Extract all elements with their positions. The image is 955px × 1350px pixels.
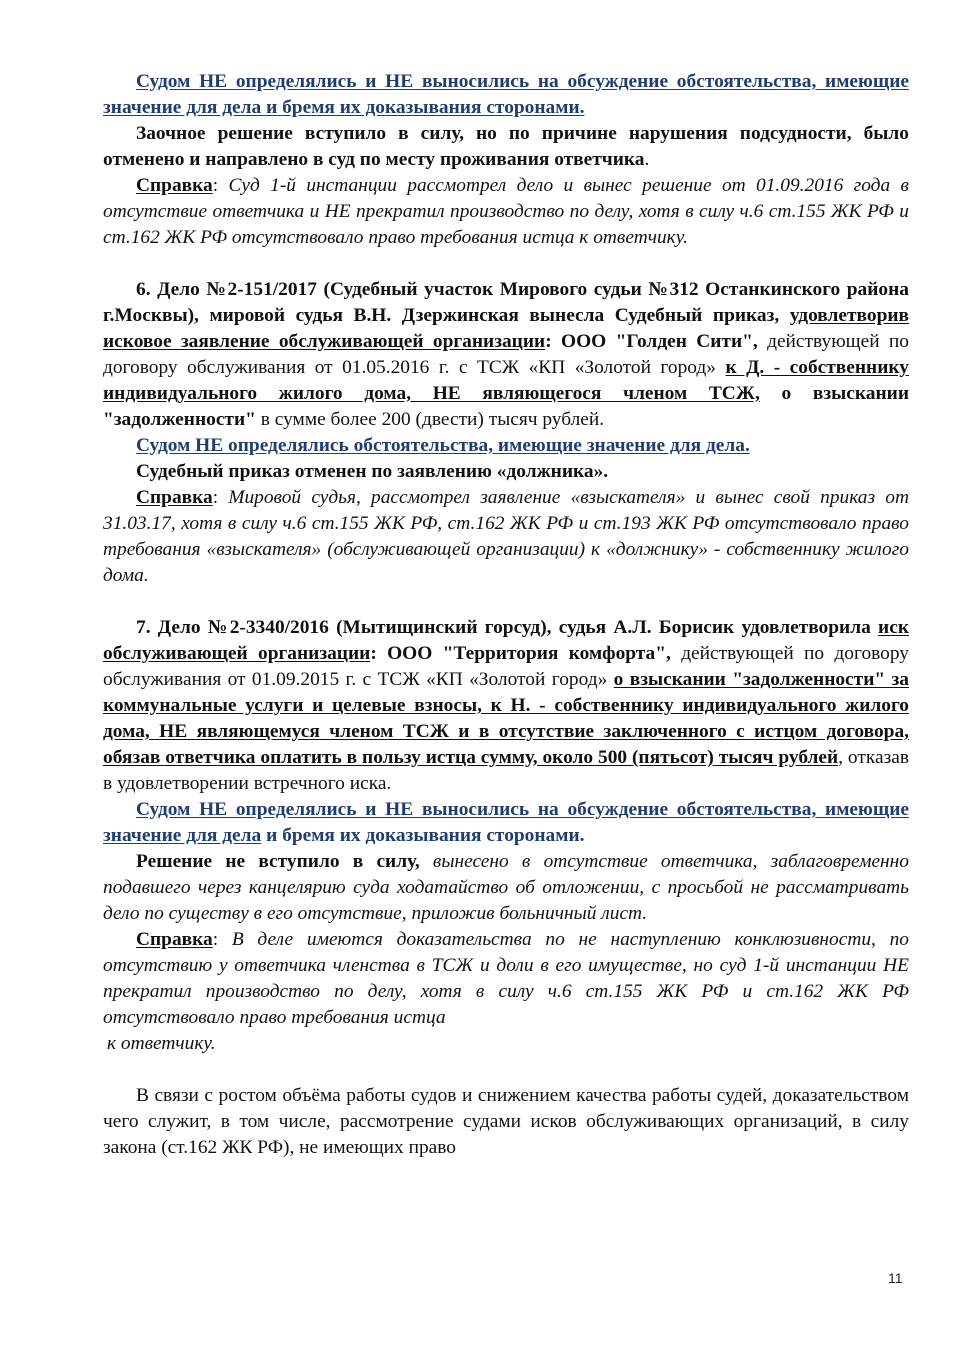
case-7-finding (103, 797, 909, 849)
status-text: Решение не вступило в силу, (136, 851, 420, 872)
case-6-org: : ООО "Голден Сити", (545, 331, 758, 352)
status-end: . (644, 149, 650, 170)
block1-note (103, 173, 909, 251)
note-tail-text: к ответчику. (107, 1033, 216, 1054)
spacer (103, 251, 909, 277)
case-6-status (103, 459, 909, 485)
case-6-subject: о взыскании "задолженности" (103, 383, 909, 430)
case-6-description (103, 277, 909, 433)
case-7-note-tail (103, 1031, 909, 1057)
case-7-claim: иск обслуживающей организации (103, 617, 909, 664)
note-text: Суд 1-й инстанции рассмотрел дело и вынес решение от 01.09.2016 года в отсутствие ответчика и НЕ прекратил производство по делу, хотя в силу ч.6 ст.155 ЖК РФ и ст.162 ЖК РФ отсутствовало право требования истца к ответчику. (103, 175, 909, 248)
case-6-amount: в сумме более 200 (двести) тысяч рублей. (255, 409, 605, 430)
case-7-outcome: , отказав в удовлетворении встречного иска. (103, 747, 910, 794)
finding-text-underlined: Судом НЕ определялись и НЕ выносились на обсуждение обстоятельства, имеющие значение для дела (103, 799, 909, 846)
note-text: Мировой судья, рассмотрел заявление «взыскателя» и вынес свой приказ от 31.03.17, хотя в силу ч.6 ст.155 ЖК РФ, ст.162 ЖК РФ и ст.193 ЖК РФ отсутствовало право требования «взыскателя» (обслуживающей организации) к «должнику» - собственнику жилого дома. (103, 487, 909, 586)
case-6-title: 6. Дело №2-151/2017 (Судебный участок Мирового судьи №312 Останкинского района г.Москвы), мировой судья В.Н. Дзержинская вынесла Судебный приказ, (103, 279, 909, 326)
finding-text: Судом НЕ определялись и НЕ выносились на обсуждение обстоятельства, имеющие значение для дела и бремя их доказывания сторонами. (103, 71, 909, 118)
page-number: 11 (888, 1270, 903, 1286)
case-7-note (103, 927, 909, 1031)
note-text: В деле имеются доказательства по не наступлению конклюзивности, по отсутствию у ответчика членства в ТСЖ и доли в его имуществе, но суд 1-й инстанции НЕ прекратил производство по делу, хотя в силу ч.6 ст.155 ЖК РФ и ст.162 ЖК РФ отсутствовало право требования истца (103, 929, 909, 1028)
case-7-status (103, 849, 909, 927)
status-text: Заочное решение вступило в силу, но по причине нарушения подсудности, было отменено и направлено в суд по месту проживания ответчика (103, 123, 909, 170)
note-colon: : (212, 175, 229, 196)
note-colon: : (212, 487, 229, 508)
case-7-description (103, 615, 909, 797)
status-text: Судебный приказ отменен по заявлению «должника». (136, 461, 609, 482)
case-7-subject: о взыскании "задолженности" за коммунальные услуги и целевые взносы, к Н. - собственнику индивидуального жилого дома, НЕ являющемуся членом ТСЖ и в отсутствие заключенного с истцом договора, обязав ответчика оплатить в пользу истца сумму, около 500 (пятьсот) тысяч рублей (103, 669, 910, 768)
case-6-note (103, 485, 909, 589)
note-colon: : (212, 929, 232, 950)
closing-text: В связи с ростом объёма работы судов и снижением качества работы судей, доказательством чего служит, в том числе, рассмотрение судами исков обслуживающих организаций, в силу закона (ст.162 ЖК РФ), не имеющих право (103, 1085, 909, 1158)
case-6-defendant: к Д. - собственнику индивидуального жилого дома, НЕ являющегося членом ТСЖ, (103, 357, 909, 404)
spacer (103, 589, 909, 615)
case-6-contract: действующей по договору обслуживания от 01.05.2016 г. с ТСЖ «КП «Золотой город» (103, 331, 910, 378)
case-6-claim: удовлетворив исковое заявление обслуживающей организации (103, 305, 909, 352)
note-label: Справка (136, 929, 213, 950)
note-label: Справка (136, 487, 213, 508)
block1-status (103, 121, 909, 173)
case-7-contract: действующей по договору обслуживания от 01.09.2015 г. с ТСЖ «КП «Золотой город» (103, 643, 909, 690)
spacer (103, 1057, 909, 1083)
closing-paragraph (103, 1083, 909, 1161)
document-page (103, 69, 909, 1161)
finding-text-rest: и бремя их доказывания сторонами. (261, 825, 585, 846)
status-detail: вынесено в отсутствие ответчика, заблаговременно подавшего через канцелярию суда ходатайство об отложении, с просьбой не рассматривать дело по существу в его отсутствие, приложив больничный лист. (103, 851, 909, 924)
case-7-title: 7. Дело №2-3340/2016 (Мытищинский горсуд), судья А.Л. Борисик удовлетворила (136, 617, 879, 638)
note-label: Справка (136, 175, 213, 196)
block1-finding (103, 69, 909, 121)
case-7-org: : ООО "Территория комфорта", (370, 643, 671, 664)
finding-text: Судом НЕ определялись обстоятельства, имеющие значение для дела. (136, 435, 750, 456)
case-6-finding (103, 433, 909, 459)
